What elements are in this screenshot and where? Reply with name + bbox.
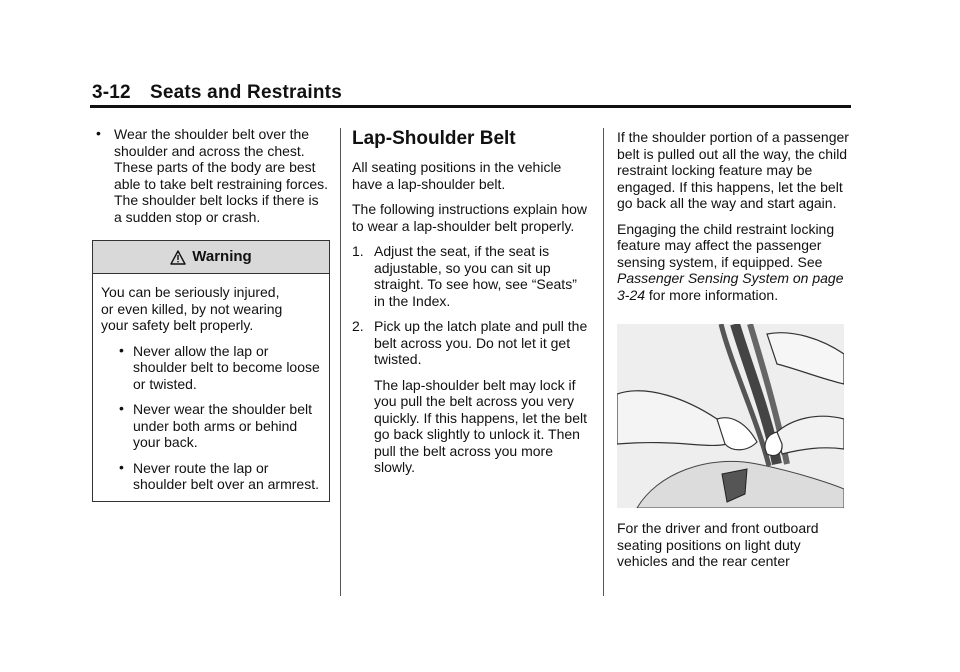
page-header <box>92 82 342 104</box>
column-right <box>617 129 855 570</box>
warning-line: You can be seriously injured, <box>101 284 280 300</box>
header-rule <box>90 105 851 108</box>
step-note: The lap-shoulder belt may lock if you pull the belt across you very quickly. If this happens, let the belt go back slightly to unlock it. Then pull the belt across you more slowly. <box>374 376 587 475</box>
warning-bullet-text: Never wear the shoulder belt under both arms or behind your back. <box>133 401 312 450</box>
step-number: 1. <box>352 243 364 259</box>
section-heading: Lap-Shoulder Belt <box>352 128 516 149</box>
step-item <box>352 318 588 368</box>
step-text: Pick up the latch plate and pull the belt across you. Do not let it get twisted. <box>374 318 588 367</box>
step-number: 2. <box>352 318 364 334</box>
reference-pre: Engaging the child restraint locking feature may affect the passenger sensing system, if equipped. See <box>617 220 835 270</box>
paragraph: For the driver and front outboard seating positions on light duty vehicles and the rear center <box>617 520 819 569</box>
cross-reference-link[interactable]: Passenger Sensing System on page 3-24 <box>617 270 844 303</box>
column-divider <box>603 128 604 596</box>
seatbelt-drawing <box>617 324 844 508</box>
column-left <box>92 126 330 502</box>
paragraph-reference <box>617 221 855 304</box>
page-number: 3-12 <box>92 82 131 103</box>
column-divider <box>340 128 341 596</box>
warning-bullet-text: Never route the lap or shoulder belt over an armrest. <box>133 459 319 492</box>
warning-line: your safety belt properly. <box>101 317 254 333</box>
bullet-dot-icon: • <box>119 458 124 475</box>
warning-bullet <box>101 343 321 393</box>
bullet-dot-icon: • <box>119 341 124 358</box>
step-text: Adjust the seat, if the seat is adjustable, so you can sit up straight. To see how, see “Seats” in the Index. <box>374 243 577 309</box>
step-item <box>352 243 588 309</box>
seatbelt-illustration <box>617 324 844 508</box>
bullet-dot-icon: • <box>96 125 101 141</box>
column-middle <box>352 128 588 476</box>
warning-body <box>93 274 329 501</box>
reference-post: for more information. <box>645 286 779 303</box>
warning-bullet-text: Never allow the lap or shoulder belt to become loose or twisted. <box>133 342 320 392</box>
section-title: Seats and Restraints <box>150 82 342 103</box>
paragraph: The following instructions explain how to wear a lap-shoulder belt properly. <box>352 201 588 234</box>
warning-header <box>93 241 329 274</box>
warning-box <box>92 240 330 502</box>
warning-triangle-icon <box>170 250 186 265</box>
warning-bullet <box>101 401 321 451</box>
bullet-dot-icon: • <box>119 400 124 416</box>
bullet-text: Wear the shoulder belt over the shoulder and across the chest. These parts of the body are best able to take belt restraining forces. The shoulder belt locks if there is a sudden stop or crash. <box>114 126 329 225</box>
warning-bullet <box>101 460 321 493</box>
paragraph: If the shoulder portion of a passenger belt is pulled out all the way, the child restraint locking feature may be engaged. If this happens, let the belt go back all the way and start again. <box>617 129 849 211</box>
paragraph: All seating positions in the vehicle have a lap-shoulder belt. <box>352 159 562 192</box>
warning-line: or even killed, by not wearing <box>101 300 283 317</box>
intro-bullet <box>92 126 330 225</box>
warning-title: Warning <box>192 247 252 265</box>
